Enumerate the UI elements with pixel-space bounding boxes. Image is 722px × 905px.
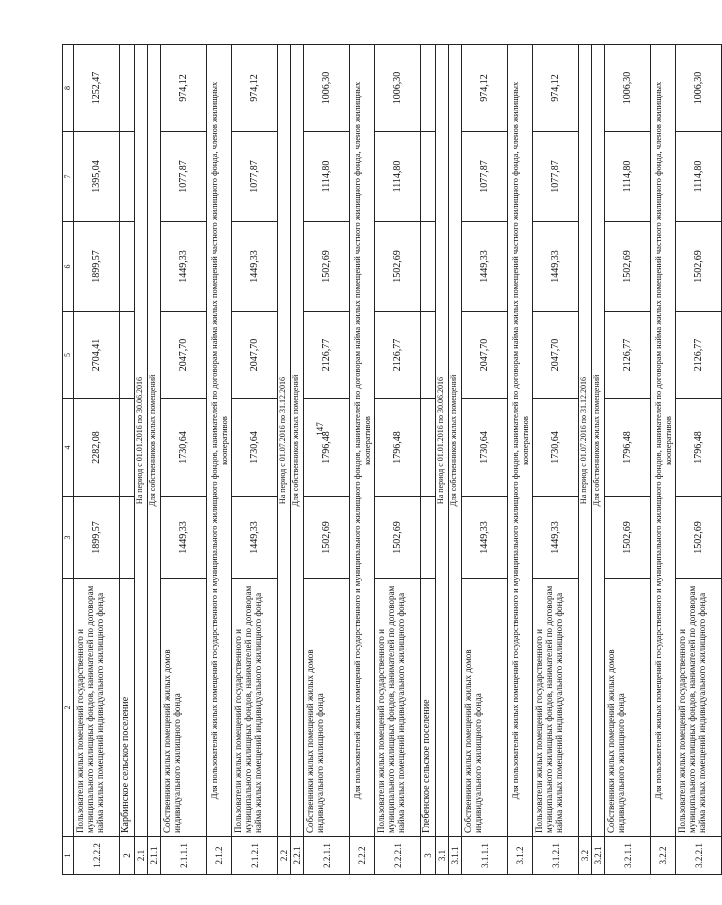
row-number: 3.2.1	[592, 837, 605, 875]
value-cell: 1449,33	[232, 497, 278, 579]
value-cell: 1449,33	[161, 497, 207, 579]
header-cell: 1	[63, 837, 74, 875]
row-number: 3.2.2.1	[676, 837, 722, 875]
period-heading: Для собственников жилых помещений	[592, 45, 605, 837]
row-number: 2.1.2.1	[232, 837, 278, 875]
value-cell: 1077,87	[232, 132, 278, 222]
row-name: Собственники жилых помещений жилых домов индивидуального жилищного фонда	[161, 579, 207, 837]
table-row-span	[579, 45, 592, 875]
value-cell: 1449,33	[533, 497, 579, 579]
value-cell: 2126,77	[304, 312, 350, 399]
value-cell: 974,12	[462, 45, 508, 132]
category-heading: Для пользователей жилых помещений государственного и муниципального жилищного фондов, нанимателей по договорам найма жилых помещений частного жилищного фонда, членов жилищных кооперативов	[207, 45, 232, 837]
table-row-settle	[421, 45, 436, 875]
value-cell: 1114,80	[375, 132, 421, 222]
value-cell: 974,12	[533, 45, 579, 132]
value-cell: 1899,57	[74, 497, 120, 579]
header-cell: 6	[63, 222, 74, 312]
row-number: 2.1.1.1	[161, 837, 207, 875]
value-cell: 974,12	[161, 45, 207, 132]
table-row-span	[148, 45, 161, 875]
table-row-span	[449, 45, 462, 875]
empty-cell	[421, 399, 436, 497]
value-cell: 2047,70	[161, 312, 207, 399]
row-number: 1.2.2.2	[74, 837, 120, 875]
row-name: Собственники жилых помещений жилых домов индивидуального жилищного фонда	[462, 579, 508, 837]
value-cell: 1006,30	[605, 45, 651, 132]
table-row-data	[605, 45, 651, 875]
value-cell: 1114,80	[676, 132, 722, 222]
value-cell: 2126,77	[375, 312, 421, 399]
value-cell: 1730,64	[462, 399, 508, 497]
row-name: Собственники жилых помещений жилых домов индивидуального жилищного фонда	[605, 579, 651, 837]
period-heading: Для собственников жилых помещений	[449, 45, 462, 837]
rotated-table-container	[62, 45, 707, 875]
value-cell: 1077,87	[533, 132, 579, 222]
period-heading: Для собственников жилых помещений	[291, 45, 304, 837]
table-row-span	[592, 45, 605, 875]
period-heading: Для собственников жилых помещений	[148, 45, 161, 837]
empty-cell	[120, 222, 135, 312]
value-cell: 1449,33	[462, 222, 508, 312]
row-number: 2.1	[135, 837, 148, 875]
empty-cell	[120, 312, 135, 399]
value-cell: 2282,08	[74, 399, 120, 497]
table-row-data	[375, 45, 421, 875]
row-number: 2.2.2.1	[375, 837, 421, 875]
table-row-span	[278, 45, 291, 875]
value-cell: 1114,80	[605, 132, 651, 222]
value-cell: 1006,30	[304, 45, 350, 132]
value-cell: 1449,33	[161, 222, 207, 312]
row-number: 2.2.1	[291, 837, 304, 875]
empty-cell	[120, 399, 135, 497]
row-number: 2.1.1	[148, 837, 161, 875]
value-cell: 1449,33	[462, 497, 508, 579]
table-row-data	[232, 45, 278, 875]
table-row-spanl	[350, 45, 375, 875]
value-cell: 2047,70	[232, 312, 278, 399]
settlement-name: Карбинское сельское поселение	[120, 579, 135, 837]
empty-cell	[421, 312, 436, 399]
row-number: 2.2	[278, 837, 291, 875]
page-number: 147	[315, 422, 325, 436]
value-cell: 1796,48	[375, 399, 421, 497]
value-cell: 1449,33	[533, 222, 579, 312]
empty-cell	[421, 45, 436, 132]
value-cell: 2047,70	[462, 312, 508, 399]
header-row	[63, 45, 74, 875]
value-cell: 1730,64	[533, 399, 579, 497]
row-number: 3.1.2.1	[533, 837, 579, 875]
value-cell: 2047,70	[533, 312, 579, 399]
row-name: Пользователи жилых помещений государственного и муниципального жилищных фондов, нанимателей по договорам найма жилых помещений индивидуального жилищного фонда	[375, 579, 421, 837]
value-cell: 974,12	[232, 45, 278, 132]
value-cell: 1006,30	[676, 45, 722, 132]
table-row-data	[74, 45, 120, 875]
tariff-table	[62, 44, 722, 875]
table-row-settle	[120, 45, 135, 875]
period-heading: На период с 01.01.2016 по 30.06.2016	[436, 45, 449, 837]
value-cell: 1796,48	[605, 399, 651, 497]
table-row-span	[135, 45, 148, 875]
row-name: Пользователи жилых помещений государственного и муниципального жилищных фондов, нанимателей по договорам найма жилых помещений индивидуального жилищного фонда	[533, 579, 579, 837]
value-cell: 1796,48	[304, 399, 350, 497]
row-number: 3.1.1	[449, 837, 462, 875]
row-number: 3.1.2	[508, 837, 533, 875]
period-heading: На период с 01.07.2016 по 31.12.2016	[579, 45, 592, 837]
row-number: 2	[120, 837, 135, 875]
header-cell: 2	[63, 579, 74, 837]
category-heading: Для пользователей жилых помещений государственного и муниципального жилищного фондов, нанимателей по договорам найма жилых помещений частного жилищного фонда, членов жилищных кооперативов	[508, 45, 533, 837]
table-row-data	[304, 45, 350, 875]
header-cell: 3	[63, 497, 74, 579]
row-number: 3.1	[436, 837, 449, 875]
value-cell: 1502,69	[676, 497, 722, 579]
value-cell: 1114,80	[304, 132, 350, 222]
row-name: Пользователи жилых помещений государственного и муниципального жилищных фондов, нанимателей по договорам найма жилых помещений индивидуального жилищного фонда	[676, 579, 722, 837]
value-cell: 1502,69	[304, 497, 350, 579]
row-number: 3.2	[579, 837, 592, 875]
empty-cell	[120, 45, 135, 132]
table-row-span	[291, 45, 304, 875]
settlement-name: Глебенское сельское поселение	[421, 579, 436, 837]
value-cell: 1502,69	[375, 222, 421, 312]
row-name: Собственники жилых помещений жилых домов индивидуального жилищного фонда	[304, 579, 350, 837]
value-cell: 1252,47	[74, 45, 120, 132]
row-number: 2.2.2	[350, 837, 375, 875]
value-cell: 1077,87	[462, 132, 508, 222]
row-number: 2.1.2	[207, 837, 232, 875]
table-row-data	[533, 45, 579, 875]
value-cell: 1395,04	[74, 132, 120, 222]
value-cell: 1077,87	[161, 132, 207, 222]
value-cell: 1449,33	[232, 222, 278, 312]
table-row-data	[676, 45, 722, 875]
value-cell: 1502,69	[676, 222, 722, 312]
row-name: Пользователи жилых помещений государственного и муниципального жилищных фондов, нанимателей по договорам найма жилых помещений индивидуального жилищного фонда	[74, 579, 120, 837]
row-number: 3.1.1.1	[462, 837, 508, 875]
period-heading: На период с 01.01.2016 по 30.06.2016	[135, 45, 148, 837]
empty-cell	[120, 132, 135, 222]
empty-cell	[120, 497, 135, 579]
header-cell: 8	[63, 45, 74, 132]
value-cell: 2126,77	[605, 312, 651, 399]
header-cell: 4	[63, 399, 74, 497]
empty-cell	[421, 497, 436, 579]
row-number: 3	[421, 837, 436, 875]
table-row-spanl	[207, 45, 232, 875]
value-cell: 1899,57	[74, 222, 120, 312]
value-cell: 1730,64	[232, 399, 278, 497]
table-row-spanl	[508, 45, 533, 875]
header-cell: 7	[63, 132, 74, 222]
table-row-span	[436, 45, 449, 875]
table-row-data	[462, 45, 508, 875]
row-number: 3.2.2	[651, 837, 676, 875]
value-cell: 2704,41	[74, 312, 120, 399]
value-cell: 1502,69	[375, 497, 421, 579]
empty-cell	[421, 222, 436, 312]
category-heading: Для пользователей жилых помещений государственного и муниципального жилищного фондов, нанимателей по договорам найма жилых помещений частного жилищного фонда, членов жилищных кооперативов	[350, 45, 375, 837]
value-cell: 1006,30	[375, 45, 421, 132]
row-name: Пользователи жилых помещений государственного и муниципального жилищных фондов, нанимателей по договорам найма жилых помещений индивидуального жилищного фонда	[232, 579, 278, 837]
row-number: 2.2.1.1	[304, 837, 350, 875]
value-cell: 1502,69	[304, 222, 350, 312]
value-cell: 2126,77	[676, 312, 722, 399]
empty-cell	[421, 132, 436, 222]
value-cell: 1730,64	[161, 399, 207, 497]
value-cell: 1796,48	[676, 399, 722, 497]
value-cell: 1502,69	[605, 497, 651, 579]
table-row-data	[161, 45, 207, 875]
period-heading: На период с 01.07.2016 по 31.12.2016	[278, 45, 291, 837]
value-cell: 1502,69	[605, 222, 651, 312]
row-number: 3.2.1.1	[605, 837, 651, 875]
table-row-spanl	[651, 45, 676, 875]
category-heading: Для пользователей жилых помещений государственного и муниципального жилищного фондов, нанимателей по договорам найма жилых помещений частного жилищного фонда, членов жилищных кооперативов	[651, 45, 676, 837]
header-cell: 5	[63, 312, 74, 399]
